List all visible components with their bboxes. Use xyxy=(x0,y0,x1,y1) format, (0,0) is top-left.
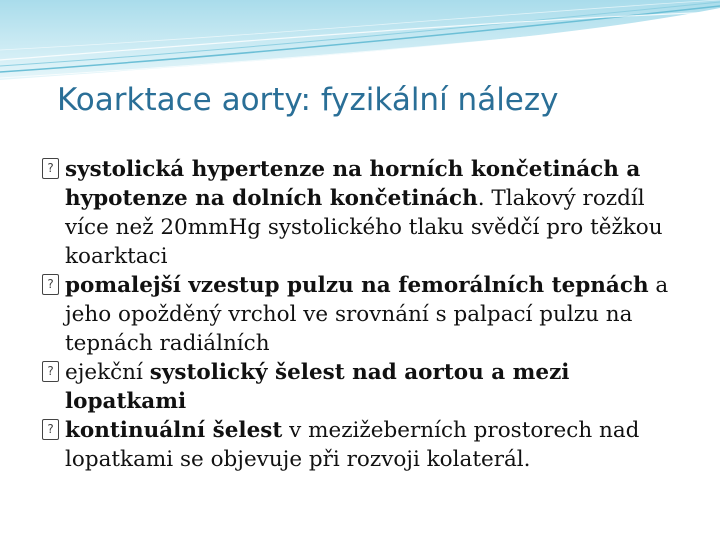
bullet-bold-text: systolický šelest nad aortou a mezi lopatkami xyxy=(65,360,570,414)
bullet-marker-icon: ? xyxy=(42,158,59,179)
bullet-bold-text: pomalejší vzestup pulzu na femorálních tepnách xyxy=(65,273,649,298)
bullet-bold-text: systolická hypertenze na horních končetinách a hypotenze na dolních končetinách xyxy=(65,157,641,211)
bullet-item-ejection-murmur xyxy=(42,358,682,416)
bullet-item-pulse xyxy=(42,271,682,358)
bullet-list xyxy=(42,155,682,474)
header-wave-decoration xyxy=(0,0,720,90)
bullet-text: ejekční xyxy=(65,360,150,385)
bullet-marker-icon: ? xyxy=(42,274,59,295)
slide-title: Koarktace aorty: fyzikální nálezy xyxy=(57,82,559,118)
bullet-text: v mezižeberních prostorech nad lopatkami se objevuje při rozvoji kolaterál. xyxy=(65,418,640,472)
bullet-marker-icon: ? xyxy=(42,361,59,382)
bullet-marker-icon: ? xyxy=(42,419,59,440)
bullet-item-continuous-murmur xyxy=(42,416,682,474)
bullet-text: . Tlakový rozdíl více než 20mmHg systolického tlaku svědčí pro těžkou koarktaci xyxy=(65,186,663,269)
bullet-text: a jeho opožděný vrchol ve srovnání s palpací pulzu na tepnách radiálních xyxy=(65,273,669,356)
bullet-item-hypertension xyxy=(42,155,682,271)
bullet-bold-text: kontinuální šelest xyxy=(65,418,283,443)
